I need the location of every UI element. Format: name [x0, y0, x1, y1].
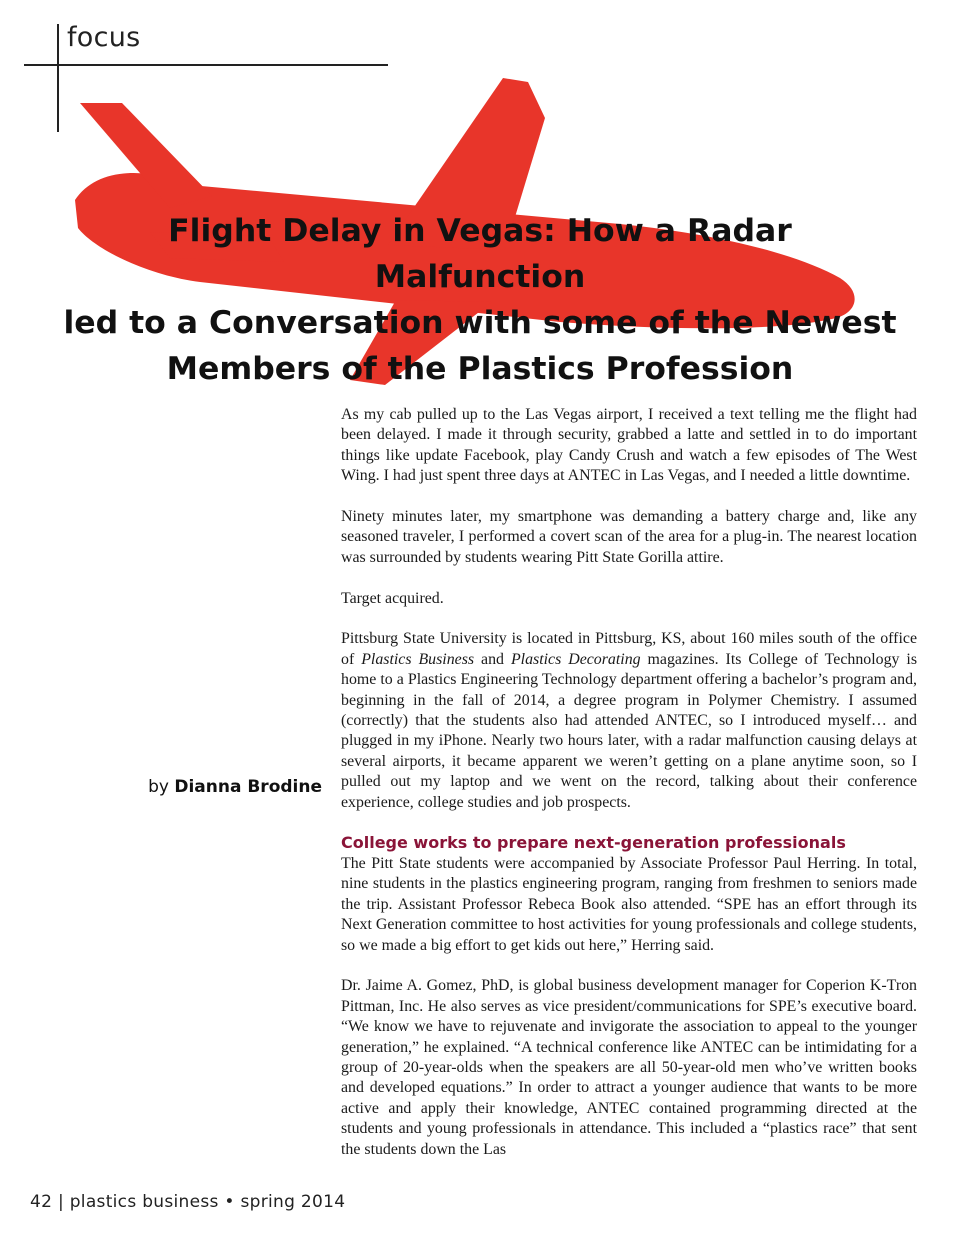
article-paragraph: Dr. Jaime A. Gomez, PhD, is global business development manager for Coperion K-Tron Pittman, Inc. He also serves as vice president/communications for SPE’s executive board. “We know we have to rejuvenate and invigorate the association to appeal to the younger generation,” he explained. “A technical conference like ANTEC can be intimidating for a group of 20-year-olds when the speakers are all 50-year-old men who’ve written books and developed equations.” In order to attract a younger audience that wants to be more active and apply their knowledge, ANTEC contained programming directed at the students and young professionals in attendance. This included a “plastics race” that sent the students down the Las: [341, 977, 917, 1158]
byline-prefix: by: [148, 777, 169, 797]
article-paragraph: The Pitt State students were accompanied by Associate Professor Paul Herring. In total, nine students in the plastics engineering program, ranging from freshmen to seniors made the trip. Assistant Professor Rebeca Book also attended. “SPE has an effort through its Next Generation committee to host activities for young professionals and college students, so we made a big effort to get kids out here,” Herring said.: [341, 854, 917, 954]
paragraph-text: and: [474, 650, 511, 668]
headline-line-1: Flight Delay in Vegas: How a Radar Malfunction: [168, 213, 792, 295]
article-paragraph: As my cab pulled up to the Las Vegas airport, I received a text telling me the flight had been delayed. I made it through security, grabbed a latte and settled in to do important things like update Facebook, play Candy Crush and watch a few episodes of The West Wing. I had just spent three days at ANTEC in Las Vegas, and I needed a little downtime.: [341, 406, 917, 485]
article-body: [341, 405, 917, 1180]
section-label: focus: [67, 22, 141, 53]
paragraph-text: magazines. Its College of Technology is home to a Plastics Engineering Technology department offering a bachelor’s program and, beginning in the fall of 2014, a degree program in Polymer Chemistry. I assumed (correctly) that the students also had attended ANTEC, so I introduced myself… and plugged in my iPhone. Nearly two hours later, with a radar malfunction causing delays at several airports, it became apparent we weren’t getting on a plane anytime soon, so I pulled out my laptop and we went on the record, talking about their conference experience, college studies and job prospects.: [341, 650, 918, 811]
article-headline: [60, 208, 900, 392]
headline-line-2: led to a Conversation with some of the Newest: [63, 305, 897, 341]
page-number: 42: [30, 1192, 53, 1212]
byline: [120, 777, 322, 797]
article-paragraph: Target acquired.: [341, 589, 444, 607]
article-subheading: College works to prepare next-generation professionals: [341, 833, 846, 853]
article-paragraph: [341, 629, 917, 813]
magazine-title-plastics-business: Plastics Business: [361, 650, 475, 668]
paragraph-text: Pittsburg State University is located in Pittsburg, KS, about 160 miles south of the office of: [341, 630, 917, 668]
footer-bullet: •: [224, 1192, 235, 1212]
magazine-title-plastics-decorating: Plastics Decorating: [510, 650, 641, 668]
page-footer: [30, 1192, 345, 1212]
issue-date: spring 2014: [240, 1192, 346, 1212]
article-paragraph: Ninety minutes later, my smartphone was demanding a battery charge and, like any seasoned traveler, I performed a covert scan of the area for a plug-in. The nearest location was surrounded by students wearing Pitt State Gorilla attire.: [341, 508, 917, 566]
publication-name: plastics business: [69, 1192, 219, 1212]
byline-author: Dianna Brodine: [174, 777, 322, 797]
headline-line-3: Members of the Plastics Profession: [166, 351, 794, 387]
footer-separator: |: [57, 1192, 64, 1212]
